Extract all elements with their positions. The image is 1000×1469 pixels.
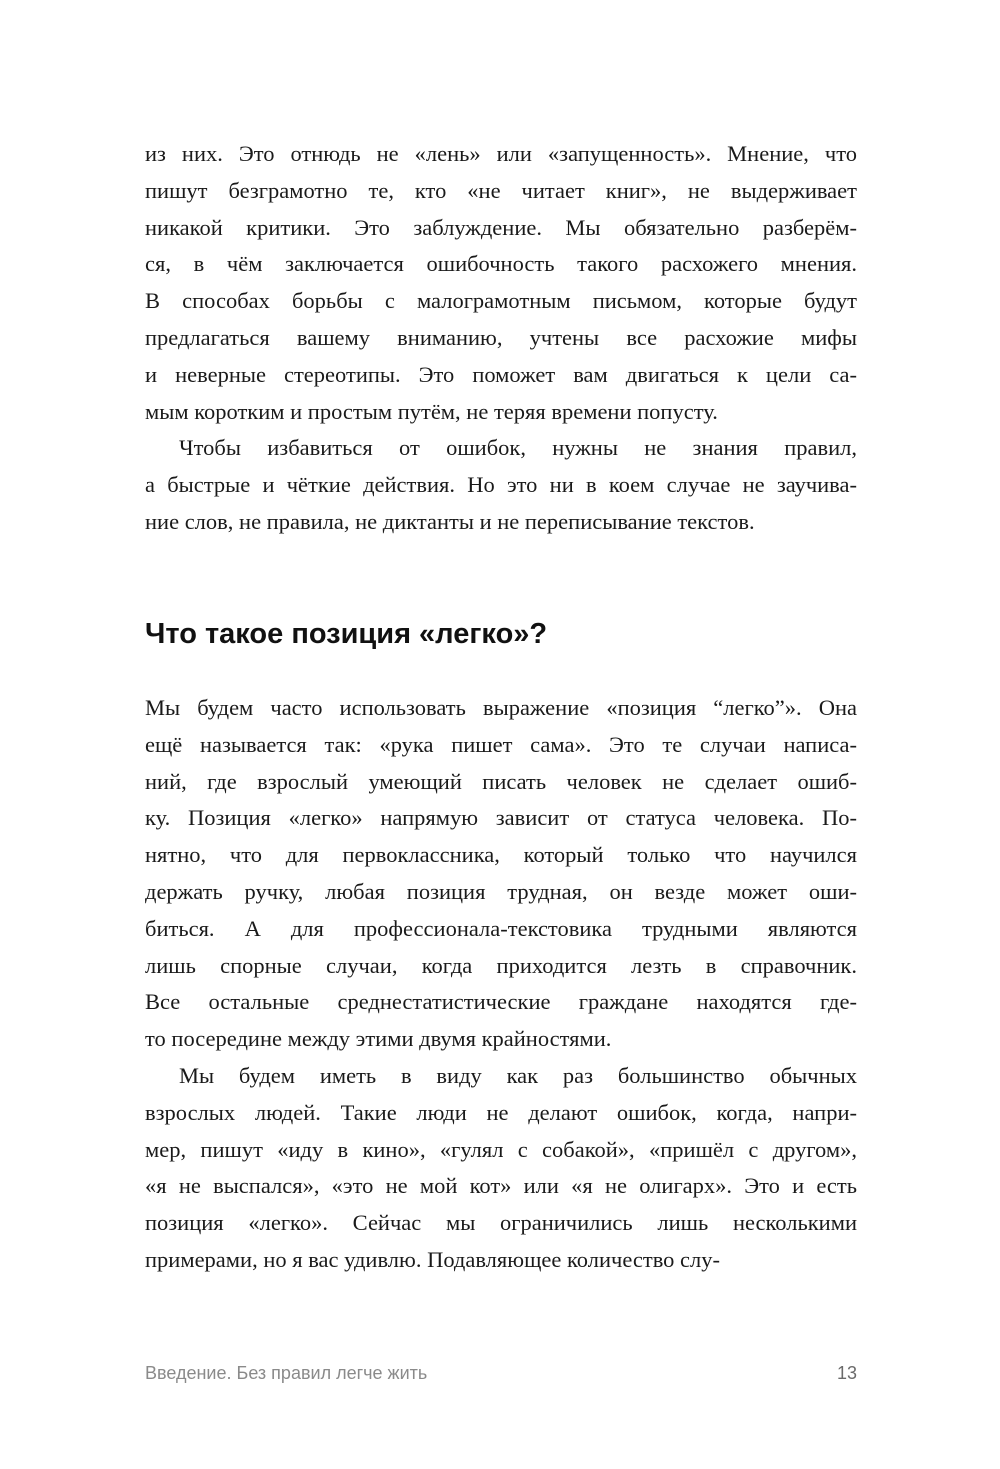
text-line: Мы будем иметь в виду как раз большинство обычных xyxy=(179,1062,857,1088)
text-line: Все остальные среднестатистические граждане находятся где- xyxy=(145,989,857,1015)
text-line: биться. А для профессионала-текстовика трудными являются xyxy=(145,915,857,941)
text-line: ся, в чём заключается ошибочность такого расхожего мнения. xyxy=(145,251,857,277)
body-text-bottom xyxy=(145,690,857,1279)
paragraph xyxy=(145,1058,857,1279)
text-line: Мы будем часто использовать выражение «позиция “легко”». Она xyxy=(145,695,857,720)
text-line: Чтобы избавиться от ошибок, нужны не знания правил, xyxy=(179,435,857,461)
text-line: и неверные стереотипы. Это поможет вам двигаться к цели са- xyxy=(145,361,857,387)
section-heading: Что такое позиция «легко»? xyxy=(145,618,548,650)
text-line: позиция «легко». Сейчас мы ограничились лишь несколькими xyxy=(145,1210,857,1236)
text-line: мым коротким и простым путём, не теряя времени попусту. xyxy=(145,398,718,424)
paragraph xyxy=(145,136,857,430)
text-line: В способах борьбы с малограмотным письмом, которые будут xyxy=(145,288,857,314)
body-text-top xyxy=(145,136,857,541)
text-line: примерами, но я вас удивлю. Подавляющее количество слу- xyxy=(145,1246,720,1272)
text-line: а быстрые и чёткие действия. Но это ни в коем случае не заучива- xyxy=(145,472,857,498)
text-line: нятно, что для первоклассника, который только что научился xyxy=(145,842,857,868)
text-line: ний, где взрослый умеющий писать человек не сделает ошиб- xyxy=(145,768,857,794)
text-line: предлагаться вашему вниманию, учтены все расхожие мифы xyxy=(145,324,857,350)
text-line: пишут безграмотно те, кто «не читает книг», не выдерживает xyxy=(145,177,857,203)
text-line: взрослых людей. Такие люди не делают ошибок, когда, напри- xyxy=(145,1099,857,1125)
paragraph xyxy=(145,430,857,540)
text-line: держать ручку, любая позиция трудная, он везде может оши- xyxy=(145,878,857,904)
text-line: лишь спорные случаи, когда приходится лезть в справочник. xyxy=(145,952,857,978)
text-line: никакой критики. Это заблуждение. Мы обязательно разберём- xyxy=(145,214,857,240)
text-line: «я не выспался», «это не мой кот» или «я не олигарх». Это и есть xyxy=(145,1173,857,1199)
text-line: из них. Это отнюдь не «лень» или «запущенность». Мнение, что xyxy=(145,141,857,166)
running-footer-title: Введение. Без правил легче жить xyxy=(145,1363,428,1383)
text-line: ку. Позиция «легко» напрямую зависит от статуса человека. По- xyxy=(145,805,857,831)
text-line: ние слов, не правила, не диктанты и не переписывание текстов. xyxy=(145,508,755,534)
text-line: мер, пишут «иду в кино», «гулял с собакой», «пришёл с другом», xyxy=(145,1136,857,1162)
paragraph xyxy=(145,690,857,1058)
page-number: 13 xyxy=(836,1363,857,1383)
text-line: ещё называется так: «рука пишет сама». Это те случаи написа- xyxy=(145,731,857,757)
text-line: то посередине между этими двумя крайностями. xyxy=(145,1026,612,1052)
